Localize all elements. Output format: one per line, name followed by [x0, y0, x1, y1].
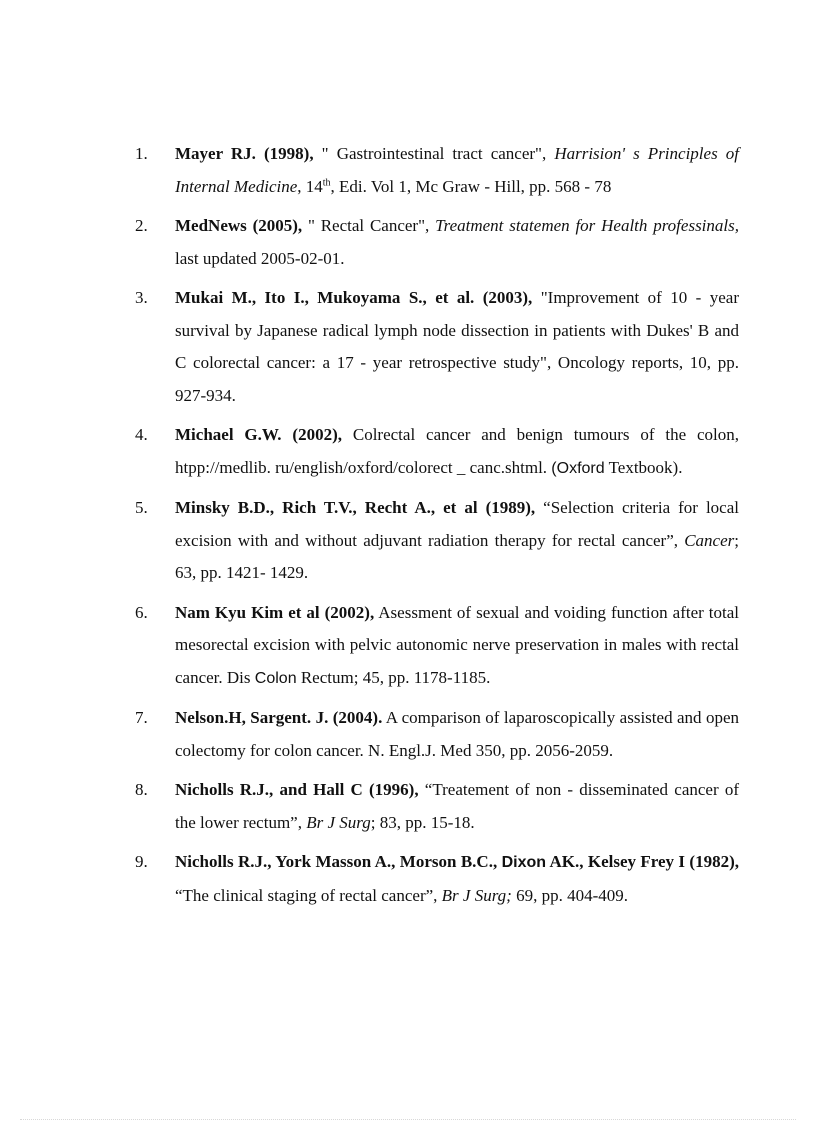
reference-text: [175, 597, 739, 696]
reference-author: Nam Kyu Kim et al (2002),: [175, 602, 375, 622]
reference-title: " Gastrointestinal tract cancer",: [313, 144, 555, 163]
reference-title: “The clinical staging of rectal cancer”,: [175, 885, 442, 905]
reference-item: [135, 282, 739, 412]
page-bottom-divider: [20, 1119, 796, 1120]
reference-source: Harrision' s Principles of Internal Medicine: [175, 144, 739, 196]
reference-author: Michael G.W. (2002),: [175, 425, 342, 444]
reference-author-name: Dixon: [501, 854, 547, 871]
reference-text: [175, 846, 739, 912]
reference-author: Mukai M., Ito I., Mukoyama S., et al. (2003),: [175, 288, 533, 307]
reference-item: [135, 138, 739, 203]
reference-text: [175, 419, 739, 485]
reference-edition: , 14: [297, 176, 323, 196]
reference-details: Asessment of sexual and voiding function after total mesorectal excision with pelvic autonomic nerve preservation in males with rectal cancer. Dis: [175, 602, 739, 687]
reference-url-part: canc.shtml.: [469, 457, 548, 477]
reference-details: Rectum; 45, pp. 1178-1185.: [296, 667, 491, 687]
reference-item: [135, 210, 739, 275]
reference-details: , Edi. Vol 1, Mc Graw - Hill, pp. 568 - 78: [330, 176, 612, 196]
reference-author: MedNews (2005),: [175, 216, 303, 235]
reference-text: [175, 138, 739, 203]
reference-number: 5.: [135, 498, 148, 517]
reference-details: 69, pp. 404-409.: [511, 885, 629, 905]
reference-author: Nicholls R.J., and Hall C (1996),: [175, 780, 419, 799]
reference-details: "Improvement of 10 - year survival by Japanese radical lymph node dissection in patients with Dukes' B and C colorectal cancer: a 17 - year retrospective study", Oncology reports, 10, pp. 927-934.: [175, 288, 739, 405]
reference-text: [175, 774, 739, 839]
reference-details: Colrectal cancer and benign tumours of the colon, htpp://medlib.: [175, 425, 739, 477]
edition-superscript: th: [322, 176, 331, 188]
reference-source: Br J Surg;: [441, 885, 512, 905]
reference-details: ; 63, pp. 1421- 1429.: [175, 530, 739, 582]
reference-item: [135, 419, 739, 485]
reference-title: “Treatement of non - disseminated cancer of the lower rectum”,: [175, 780, 739, 832]
reference-list: [135, 138, 739, 919]
reference-number: 8.: [135, 780, 148, 799]
reference-text: [175, 702, 739, 767]
reference-number: 6.: [135, 602, 148, 622]
reference-url-part: ru/english/oxford/colorect: [275, 457, 453, 477]
reference-title: " Rectal Cancer",: [302, 216, 436, 235]
reference-text: [175, 282, 739, 412]
reference-item: [135, 774, 739, 839]
reference-title: “Selection criteria for local excision with and without adjuvant radiation therapy for rectal cancer”,: [175, 498, 740, 550]
reference-author: Minsky B.D., Rich T.V., Recht A., et al (1989),: [175, 498, 536, 517]
reference-number: 1.: [135, 144, 148, 163]
reference-source: Treatment statemen for Health professinals,: [435, 216, 739, 235]
reference-source: Br J Surg: [306, 812, 371, 832]
reference-number: 2.: [135, 216, 148, 235]
reference-item: [135, 846, 739, 912]
reference-text: [175, 210, 739, 275]
reference-details: ; 83, pp. 15-18.: [370, 812, 475, 832]
reference-number: 9.: [135, 852, 148, 871]
reference-author: Nicholls R.J., York Masson A., Morson B.C.,: [175, 852, 502, 871]
reference-details: last updated 2005-02-01.: [175, 248, 345, 268]
reference-item: [135, 492, 739, 590]
reference-author: Mayer RJ. (1998),: [175, 144, 314, 163]
reference-url-part: _: [456, 457, 466, 477]
reference-item: [135, 702, 739, 767]
reference-note: (Oxford: [551, 459, 605, 477]
reference-note: Textbook).: [608, 457, 683, 477]
reference-author: AK., Kelsey Frey I (1982),: [546, 852, 739, 871]
reference-number: 7.: [135, 708, 148, 727]
reference-author: Nelson.H, Sargent. J. (2004).: [175, 708, 383, 727]
reference-number: 4.: [135, 425, 148, 444]
reference-text: [175, 492, 739, 590]
reference-number: 3.: [135, 288, 148, 307]
reference-journal-word: Colon: [254, 669, 297, 687]
reference-details: A comparison of laparoscopically assisted and open colectomy for colon cancer. N. Engl.J. Med 350, pp. 2056-2059.: [175, 708, 739, 760]
reference-item: [135, 597, 739, 696]
reference-source: Cancer: [684, 530, 735, 550]
